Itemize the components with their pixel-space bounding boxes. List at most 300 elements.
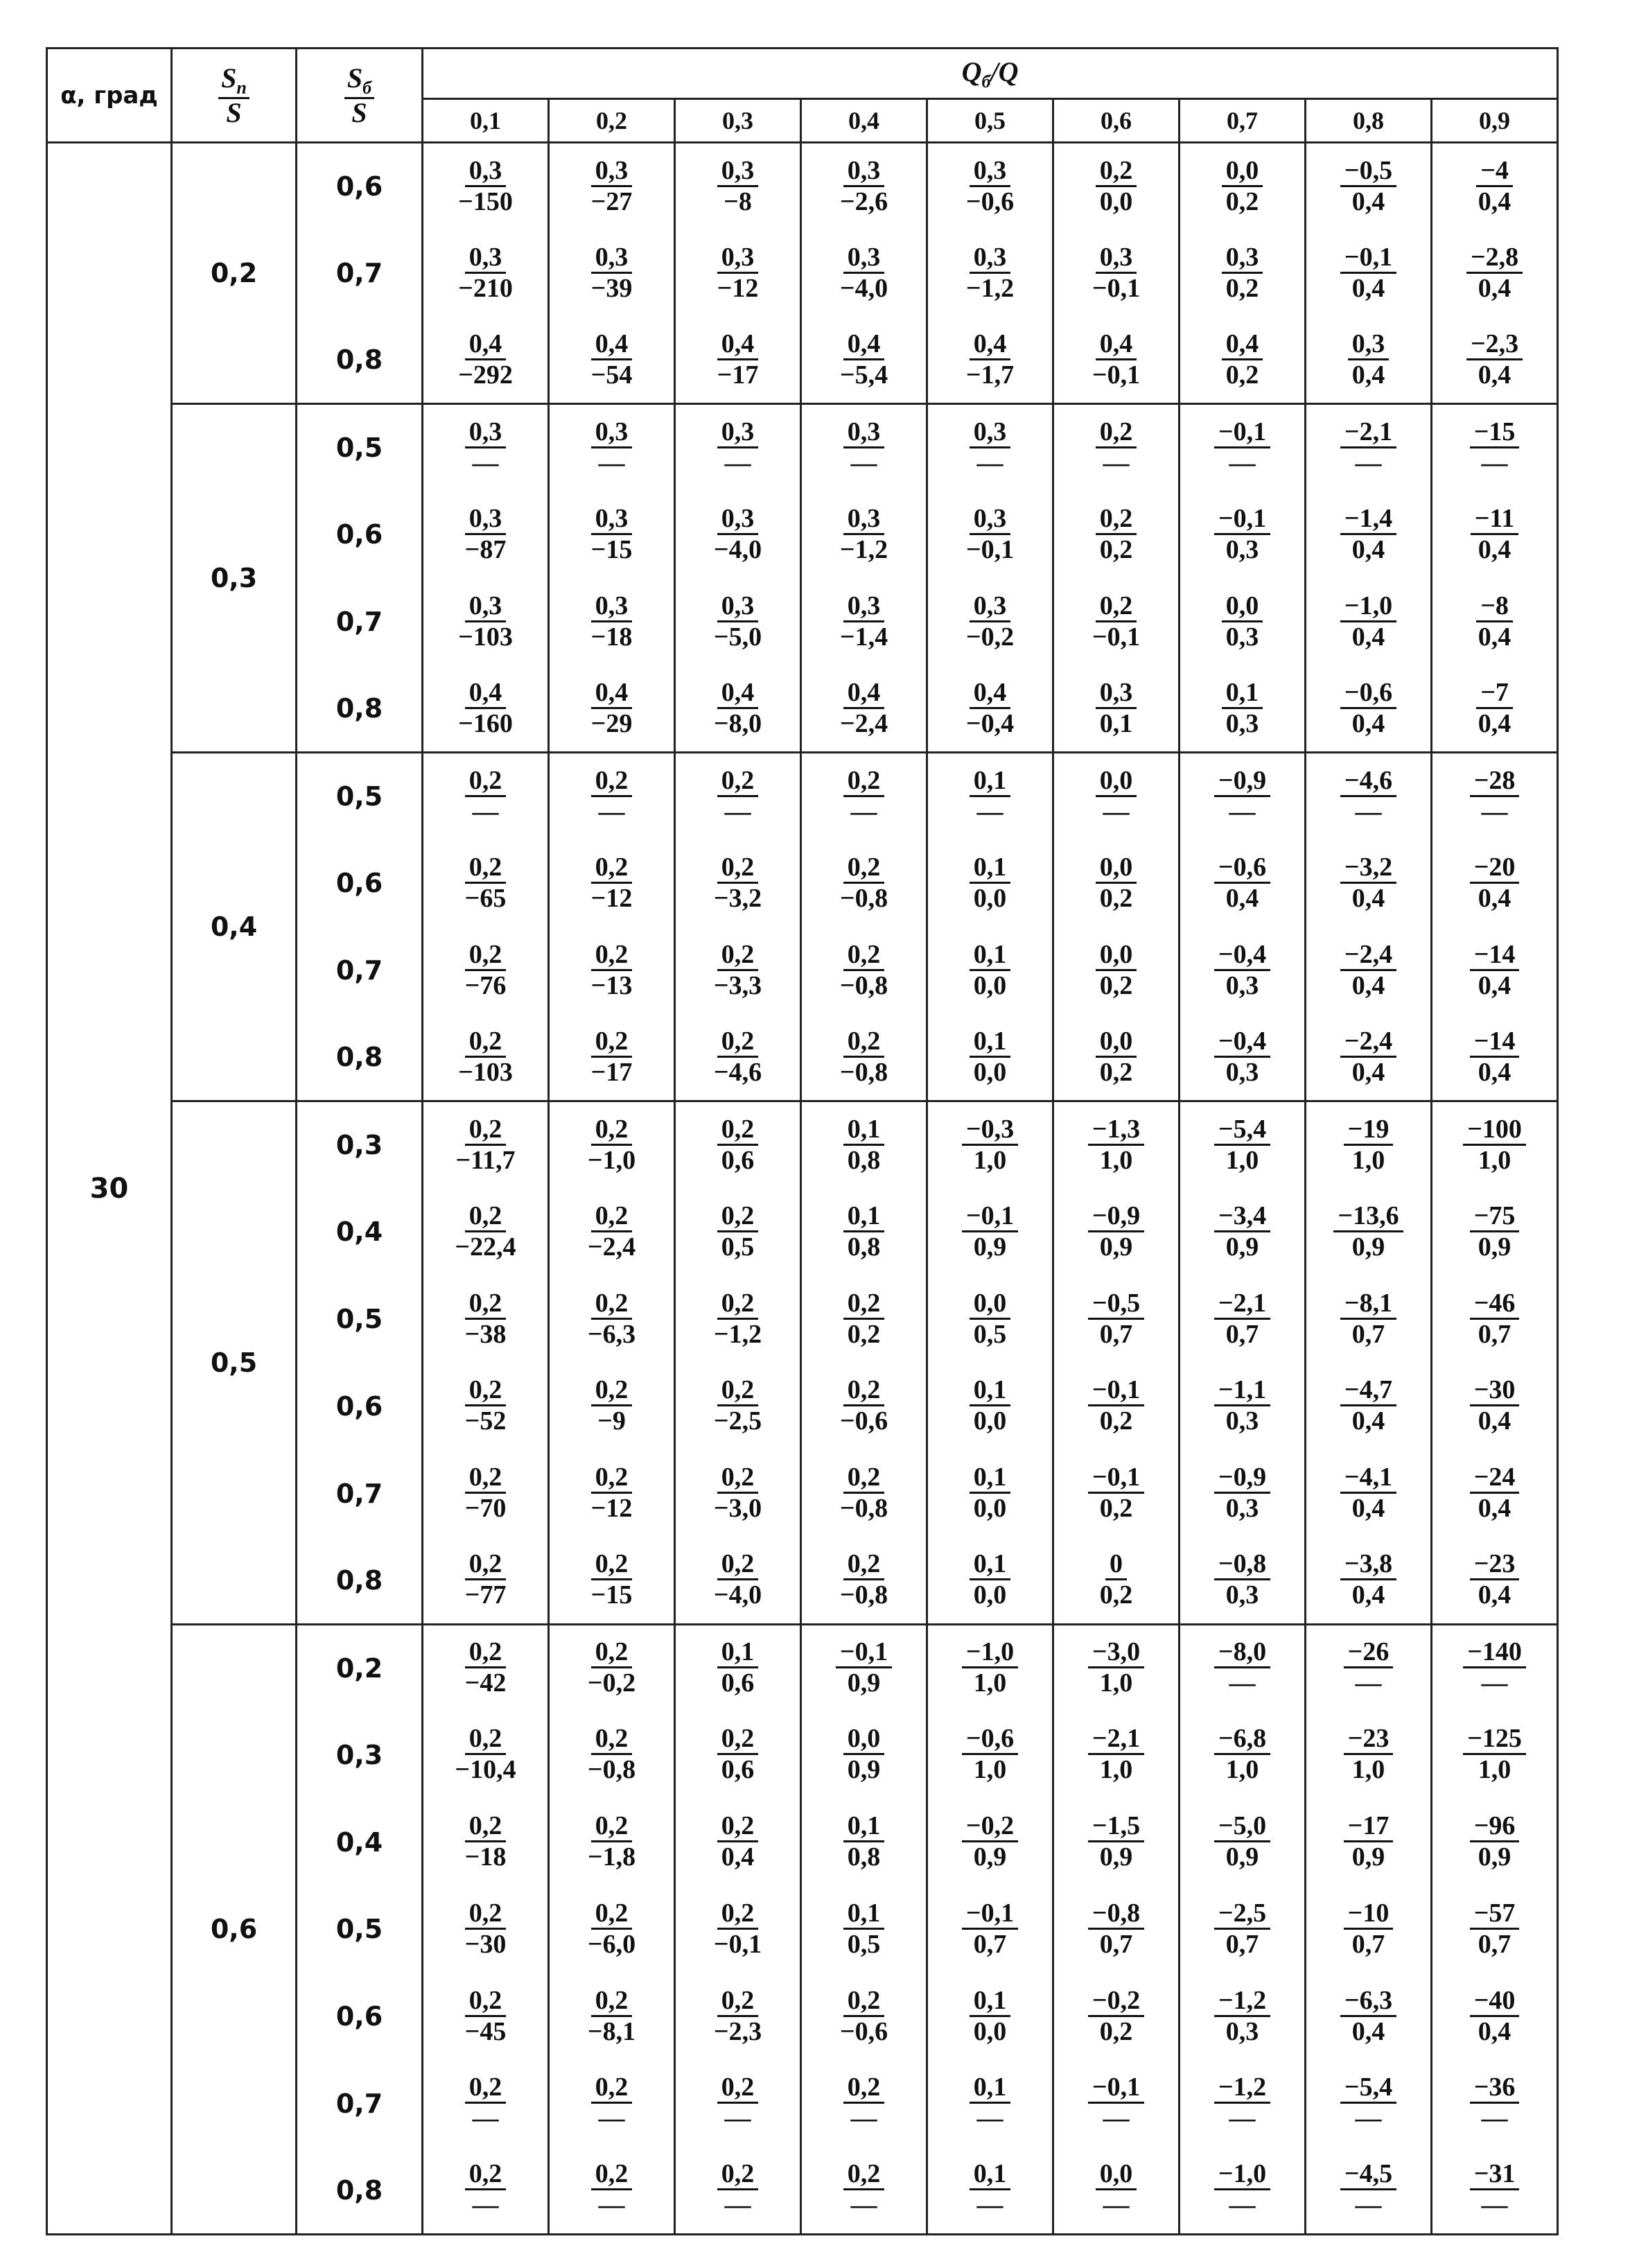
fraction-cell [1432, 1275, 1558, 1363]
fraction-numerator: −40 [1470, 1987, 1520, 2017]
fraction-numerator: −5,4 [1214, 1116, 1270, 1146]
fraction-numerator: 0,3 [717, 505, 759, 535]
fraction-cell [801, 1189, 927, 1276]
fraction-numerator: −2,3 [1466, 331, 1523, 360]
fraction-numerator: 0,2 [717, 767, 759, 797]
fraction-denominator: −0,1 [1092, 622, 1141, 652]
fraction-numerator: 0,1 [970, 1987, 1011, 2017]
fraction-numerator: −13,6 [1333, 1203, 1403, 1232]
fraction-numerator: −7 [1476, 679, 1513, 709]
fraction-cell [1053, 665, 1180, 753]
fraction-numerator: −0,2 [1088, 1987, 1144, 2017]
header-q-value: 0,2 [549, 99, 675, 143]
fraction-cell [801, 753, 927, 840]
fraction-denominator: 0,2 [1099, 1494, 1133, 1524]
fraction-numerator: 0,1 [970, 941, 1011, 971]
fraction-numerator: 0,3 [843, 419, 885, 448]
fraction-cell [423, 2060, 549, 2147]
fraction-denominator: −30 [464, 1929, 507, 1959]
fraction-cell [1053, 143, 1180, 230]
fraction-cell [1053, 1450, 1180, 1537]
sb-ratio-value: 0,8 [297, 665, 423, 753]
fraction-denominator: 0,2 [1099, 2016, 1133, 2046]
fraction-cell [423, 1101, 549, 1189]
header-sb-ratio: $S_б$ S [297, 49, 423, 143]
fraction-numerator: 0,1 [843, 1900, 885, 1930]
fraction-numerator: 0,2 [591, 1116, 633, 1146]
fraction-cell [801, 317, 927, 404]
fraction-cell [423, 229, 549, 317]
fraction-numerator: 0,3 [591, 244, 633, 274]
header-q-value: 0,5 [927, 99, 1053, 143]
sb-ratio-value: 0,2 [297, 1624, 423, 1711]
fraction-denominator: 0,5 [721, 1232, 755, 1262]
fraction-numerator: 0,1 [970, 854, 1011, 884]
fraction-cell [1306, 1363, 1432, 1450]
fraction-cell [549, 1799, 675, 1886]
fraction-denominator: −8,0 [713, 708, 762, 738]
fraction-numerator: −0,1 [1088, 1377, 1144, 1406]
sb-ratio-value: 0,7 [297, 1450, 423, 1537]
fraction-numerator: 0,2 [465, 1551, 507, 1580]
fraction-denominator: 0,9 [1099, 1232, 1133, 1262]
fraction-denominator: 0,4 [1478, 970, 1511, 1000]
fraction-denominator: 0,3 [1225, 2016, 1259, 2046]
fraction-denominator: 0,2 [1225, 360, 1259, 390]
fraction-denominator: — [1481, 1668, 1508, 1698]
fraction-cell [1432, 1711, 1558, 1799]
fraction-cell [1432, 143, 1558, 230]
fraction-numerator: −0,6 [1340, 679, 1396, 709]
fraction-denominator: — [598, 2190, 625, 2220]
fraction-denominator: — [976, 448, 1004, 478]
fraction-cell [1432, 1450, 1558, 1537]
fraction-cell [927, 1014, 1053, 1101]
header-q-value: 0,3 [675, 99, 801, 143]
fraction-cell [1180, 317, 1306, 404]
fraction-numerator: −125 [1463, 1725, 1526, 1755]
fraction-cell [1432, 229, 1558, 317]
fraction-denominator: −27 [590, 186, 633, 216]
fraction-cell [927, 1624, 1053, 1711]
fraction-denominator: −12 [590, 883, 633, 913]
fraction-denominator: 0,4 [1478, 534, 1511, 564]
fraction-cell [1053, 491, 1180, 579]
fraction-numerator: −8 [1476, 593, 1513, 622]
fraction-denominator: 0,2 [1225, 186, 1259, 216]
fraction-cell [1306, 840, 1432, 927]
fraction-numerator: 0,0 [1096, 1028, 1137, 1058]
fraction-numerator: −0,9 [1214, 767, 1270, 797]
fraction-cell [423, 1014, 549, 1101]
fraction-denominator: 0,5 [847, 1929, 881, 1959]
fraction-cell [675, 2147, 801, 2235]
fraction-cell [801, 578, 927, 665]
fraction-cell [801, 2060, 927, 2147]
fraction-cell [1053, 927, 1180, 1014]
fraction-numerator: 0,2 [591, 2074, 633, 2104]
fraction-numerator: 0,2 [1096, 419, 1137, 448]
fraction-cell [1053, 1537, 1180, 1625]
fraction-numerator: 0,4 [717, 679, 759, 709]
fraction-denominator: −1,7 [965, 360, 1015, 390]
fraction-cell [1432, 1537, 1558, 1625]
fraction-numerator: −0,8 [1214, 1551, 1270, 1580]
fraction-denominator: 0,2 [1225, 273, 1259, 303]
fraction-cell [1053, 317, 1180, 404]
fraction-denominator: — [1355, 1668, 1382, 1698]
fraction-cell [1180, 1189, 1306, 1276]
fraction-denominator: 0,4 [1351, 1580, 1385, 1610]
fraction-numerator: 0,3 [591, 593, 633, 622]
fraction-denominator: −0,1 [1092, 273, 1141, 303]
sb-ratio-value: 0,7 [297, 2060, 423, 2147]
fraction-denominator: −2,6 [839, 186, 888, 216]
fraction-numerator: 0,4 [970, 331, 1011, 360]
fraction-cell [1306, 1886, 1432, 1973]
fraction-numerator: −0,4 [1214, 1028, 1270, 1058]
fraction-numerator: 0,2 [717, 1203, 759, 1232]
fraction-numerator: −4,1 [1340, 1464, 1396, 1494]
fraction-cell [927, 1886, 1053, 1973]
fraction-cell [1432, 1799, 1558, 1886]
fraction-denominator: −6,3 [587, 1319, 636, 1349]
fraction-numerator: −3,0 [1088, 1639, 1144, 1668]
fraction-denominator: −0,6 [965, 186, 1015, 216]
fraction-cell [675, 1886, 801, 1973]
fraction-denominator: −9 [597, 1406, 626, 1436]
fraction-cell [1306, 665, 1432, 753]
fraction-denominator: 0,8 [847, 1232, 881, 1262]
fraction-numerator: 0,3 [717, 593, 759, 622]
fraction-denominator: 0,4 [1478, 1494, 1511, 1524]
fraction-denominator: −18 [464, 1842, 507, 1872]
fraction-cell [1306, 1450, 1432, 1537]
fraction-cell [549, 1711, 675, 1799]
fraction-cell [927, 927, 1053, 1014]
fraction-cell [927, 1363, 1053, 1450]
fraction-numerator: −1,3 [1088, 1116, 1144, 1146]
fraction-numerator: 0,2 [843, 854, 885, 884]
fraction-cell [801, 229, 927, 317]
fraction-denominator: — [1229, 796, 1256, 826]
fraction-cell [1306, 2147, 1432, 2235]
fraction-denominator: 0,4 [1351, 708, 1385, 738]
fraction-cell [1432, 578, 1558, 665]
fraction-denominator: 0,0 [973, 970, 1007, 1000]
fraction-denominator: −4,0 [839, 273, 888, 303]
fraction-numerator: 0,1 [843, 1203, 885, 1232]
fraction-numerator: 0,2 [591, 1639, 633, 1668]
sb-ratio-value: 0,8 [297, 1537, 423, 1625]
fraction-cell [1432, 1189, 1558, 1276]
fraction-denominator: −0,1 [713, 1929, 762, 1959]
fraction-denominator: −38 [464, 1319, 507, 1349]
fraction-cell [423, 840, 549, 927]
fraction-numerator: 0,2 [717, 1900, 759, 1930]
fraction-denominator: −0,8 [839, 1494, 888, 1524]
fraction-denominator: 0,7 [973, 1929, 1007, 1959]
fraction-cell [549, 1537, 675, 1625]
fraction-cell [1180, 1537, 1306, 1625]
fraction-denominator: — [724, 2190, 751, 2220]
fraction-denominator: 0,3 [1225, 1406, 1259, 1436]
fraction-cell [1432, 840, 1558, 927]
fraction-denominator: 0,4 [1225, 883, 1259, 913]
fraction-denominator: −2,4 [839, 708, 888, 738]
fraction-numerator: −23 [1344, 1725, 1394, 1755]
fraction-numerator: 0,0 [843, 1725, 885, 1755]
fraction-numerator: −0,1 [1088, 2074, 1144, 2104]
fraction-numerator: 0,1 [970, 767, 1011, 797]
fraction-numerator: 0,2 [465, 941, 507, 971]
fraction-denominator: — [1229, 2190, 1256, 2220]
fraction-numerator: −0,3 [962, 1116, 1018, 1146]
table-row [47, 143, 1558, 230]
fraction-numerator: 0,0 [1096, 941, 1137, 971]
fraction-cell [1053, 2060, 1180, 2147]
fraction-denominator: 0,4 [1351, 186, 1385, 216]
sb-ratio-value: 0,6 [297, 1363, 423, 1450]
fraction-cell [549, 143, 675, 230]
fraction-numerator: −0,4 [1214, 941, 1270, 971]
fraction-numerator: 0,3 [970, 157, 1011, 187]
fraction-numerator: 0,2 [591, 854, 633, 884]
fraction-numerator: −31 [1470, 2161, 1520, 2190]
fraction-cell [675, 753, 801, 840]
fraction-numerator: 0,2 [591, 1725, 633, 1755]
fraction-numerator: 0,2 [465, 1116, 507, 1146]
fraction-denominator: −17 [590, 1057, 633, 1087]
fraction-denominator: — [472, 796, 499, 826]
fraction-cell [927, 840, 1053, 927]
fraction-cell [1053, 1014, 1180, 1101]
fraction-denominator: 1,0 [1478, 1145, 1511, 1175]
fraction-denominator: −65 [464, 883, 507, 913]
fraction-cell [1180, 1711, 1306, 1799]
fraction-cell [675, 1537, 801, 1625]
fraction-numerator: −0,1 [1088, 1464, 1144, 1494]
fraction-denominator: −0,2 [587, 1668, 636, 1698]
fraction-denominator: 1,0 [1351, 1755, 1385, 1785]
fraction-numerator: 0,2 [465, 1639, 507, 1668]
fraction-denominator: −0,8 [839, 970, 888, 1000]
fraction-numerator: −10 [1344, 1900, 1394, 1930]
fraction-denominator: 0,4 [1478, 708, 1511, 738]
fraction-numerator: −0,1 [1340, 244, 1396, 274]
fraction-cell [675, 1014, 801, 1101]
fraction-numerator: 0,2 [717, 1987, 759, 2017]
fraction-numerator: 0,2 [465, 2074, 507, 2104]
fraction-cell [927, 1189, 1053, 1276]
fraction-denominator: −70 [464, 1494, 507, 1524]
fraction-numerator: −140 [1463, 1639, 1526, 1668]
fraction-denominator: 0,4 [1478, 1580, 1511, 1610]
fraction-numerator: 0,2 [717, 1028, 759, 1058]
sb-ratio-value: 0,5 [297, 1275, 423, 1363]
fraction-denominator: −17 [717, 360, 759, 390]
fraction-numerator: −28 [1470, 767, 1520, 797]
sp-ratio-value: 0,6 [172, 1624, 297, 2234]
fraction-numerator: 0,2 [591, 941, 633, 971]
fraction-denominator: 0,2 [1099, 534, 1133, 564]
fraction-numerator: 0,2 [717, 2161, 759, 2190]
fraction-cell [1432, 1973, 1558, 2060]
fraction-denominator: — [1103, 2104, 1130, 2134]
fraction-denominator: 0,4 [1351, 273, 1385, 303]
fraction-numerator: −75 [1470, 1203, 1520, 1232]
fraction-numerator: 0,3 [843, 157, 885, 187]
fraction-cell [1432, 2147, 1558, 2235]
fraction-denominator: −29 [590, 708, 633, 738]
fraction-numerator: 0 [1105, 1551, 1127, 1580]
fraction-numerator: 0,2 [465, 1987, 507, 2017]
fraction-cell [1053, 840, 1180, 927]
fraction-cell [1432, 1014, 1558, 1101]
fraction-numerator: 0,3 [970, 505, 1011, 535]
fraction-numerator: −2,8 [1466, 244, 1523, 274]
fraction-cell [675, 491, 801, 579]
fraction-cell [1180, 143, 1306, 230]
fraction-denominator: 0,4 [1351, 622, 1385, 652]
fraction-cell [549, 1973, 675, 2060]
fraction-numerator: 0,2 [1096, 593, 1137, 622]
fraction-denominator: −15 [590, 1580, 633, 1610]
fraction-numerator: 0,2 [1096, 157, 1137, 187]
fraction-numerator: −0,6 [962, 1725, 1018, 1755]
fraction-numerator: −23 [1470, 1551, 1520, 1580]
fraction-numerator: −0,1 [1214, 505, 1270, 535]
fraction-cell [1180, 753, 1306, 840]
fraction-numerator: 0,4 [843, 331, 885, 360]
fraction-denominator: — [472, 448, 499, 478]
fraction-denominator: — [598, 796, 625, 826]
fraction-denominator: 0,5 [973, 1319, 1007, 1349]
fraction-numerator: −1,4 [1340, 505, 1396, 535]
fraction-denominator: 0,7 [1099, 1929, 1133, 1959]
fraction-denominator: 0,4 [1478, 883, 1511, 913]
fraction-cell [1306, 1101, 1432, 1189]
fraction-denominator: −12 [717, 273, 759, 303]
fraction-cell [423, 143, 549, 230]
sp-ratio-value: 0,4 [172, 753, 297, 1101]
fraction-numerator: 0,2 [591, 1987, 633, 2017]
fraction-cell [549, 1886, 675, 1973]
fraction-denominator: −1,2 [713, 1319, 762, 1349]
fraction-cell [1180, 404, 1306, 491]
fraction-numerator: −4,6 [1340, 767, 1396, 797]
fraction-denominator: 0,6 [721, 1668, 755, 1698]
sb-ratio-value: 0,8 [297, 317, 423, 404]
fraction-numerator: 0,2 [843, 1028, 885, 1058]
fraction-numerator: 0,1 [843, 1813, 885, 1842]
header-alpha: α, град [47, 49, 172, 143]
fraction-denominator: 1,0 [1351, 1145, 1385, 1175]
fraction-numerator: 0,2 [591, 1203, 633, 1232]
fraction-numerator: 0,2 [843, 1290, 885, 1320]
fraction-numerator: 0,2 [717, 1377, 759, 1406]
fraction-cell [927, 317, 1053, 404]
fraction-cell [1180, 1624, 1306, 1711]
fraction-denominator: 0,7 [1351, 1929, 1385, 1959]
fraction-cell [1306, 2060, 1432, 2147]
fraction-denominator: −210 [458, 273, 513, 303]
fraction-cell [1053, 578, 1180, 665]
fraction-numerator: 0,3 [843, 244, 885, 274]
fraction-cell [1180, 1363, 1306, 1450]
fraction-denominator: −45 [464, 2016, 507, 2046]
fraction-numerator: −30 [1470, 1377, 1520, 1406]
fraction-numerator: 0,2 [843, 767, 885, 797]
fraction-numerator: −1,2 [1214, 2074, 1270, 2104]
fraction-cell [549, 1014, 675, 1101]
fraction-cell [549, 317, 675, 404]
fraction-cell [1306, 1973, 1432, 2060]
fraction-numerator: −1,2 [1214, 1987, 1270, 2017]
fraction-denominator: −103 [458, 1057, 513, 1087]
fraction-denominator: 0,4 [1351, 970, 1385, 1000]
sb-ratio-value: 0,6 [297, 840, 423, 927]
fraction-numerator: −96 [1470, 1813, 1520, 1842]
fraction-denominator: −150 [458, 186, 513, 216]
fraction-denominator: — [850, 448, 877, 478]
fraction-denominator: — [1103, 796, 1130, 826]
fraction-denominator: −12 [590, 1494, 633, 1524]
fraction-denominator: −160 [458, 708, 513, 738]
fraction-cell [1180, 1275, 1306, 1363]
fraction-numerator: −2,5 [1214, 1900, 1270, 1930]
header-q-value: 0,1 [423, 99, 549, 143]
fraction-denominator: 0,0 [973, 1580, 1007, 1610]
fraction-denominator: — [724, 796, 751, 826]
fraction-cell [1432, 2060, 1558, 2147]
fraction-numerator: −2,4 [1340, 1028, 1396, 1058]
fraction-denominator: −0,6 [839, 2016, 888, 2046]
sb-ratio-value: 0,5 [297, 1886, 423, 1973]
fraction-cell [927, 229, 1053, 317]
sb-ratio-value: 0,5 [297, 753, 423, 840]
fraction-denominator: −0,2 [965, 622, 1015, 652]
fraction-numerator: −0,1 [962, 1900, 1018, 1930]
fraction-numerator: −0,2 [962, 1813, 1018, 1842]
fraction-denominator: 0,6 [721, 1145, 755, 1175]
fraction-denominator: −1,8 [587, 1842, 636, 1872]
fraction-denominator: 0,2 [1099, 970, 1133, 1000]
fraction-denominator: 0,4 [1478, 186, 1511, 216]
fraction-cell [675, 1799, 801, 1886]
fraction-cell [1306, 229, 1432, 317]
fraction-denominator: 0,4 [1351, 1494, 1385, 1524]
fraction-numerator: −14 [1470, 941, 1520, 971]
fraction-numerator: −19 [1344, 1116, 1394, 1146]
fraction-denominator: −6,0 [587, 1929, 636, 1959]
fraction-numerator: −0,1 [1214, 419, 1270, 448]
fraction-cell [675, 229, 801, 317]
fraction-cell [1053, 2147, 1180, 2235]
fraction-numerator: 0,3 [465, 157, 507, 187]
fraction-cell [423, 578, 549, 665]
fraction-denominator: — [724, 448, 751, 478]
fraction-cell [1432, 1363, 1558, 1450]
fraction-numerator: 0,2 [465, 1900, 507, 1930]
fraction-numerator: −2,1 [1088, 1725, 1144, 1755]
fraction-numerator: 0,3 [717, 157, 759, 187]
fraction-numerator: 0,0 [1096, 767, 1137, 797]
fraction-cell [927, 2147, 1053, 2235]
fraction-numerator: 0,0 [1222, 593, 1263, 622]
fraction-denominator: — [472, 2190, 499, 2220]
fraction-denominator: −87 [464, 534, 507, 564]
